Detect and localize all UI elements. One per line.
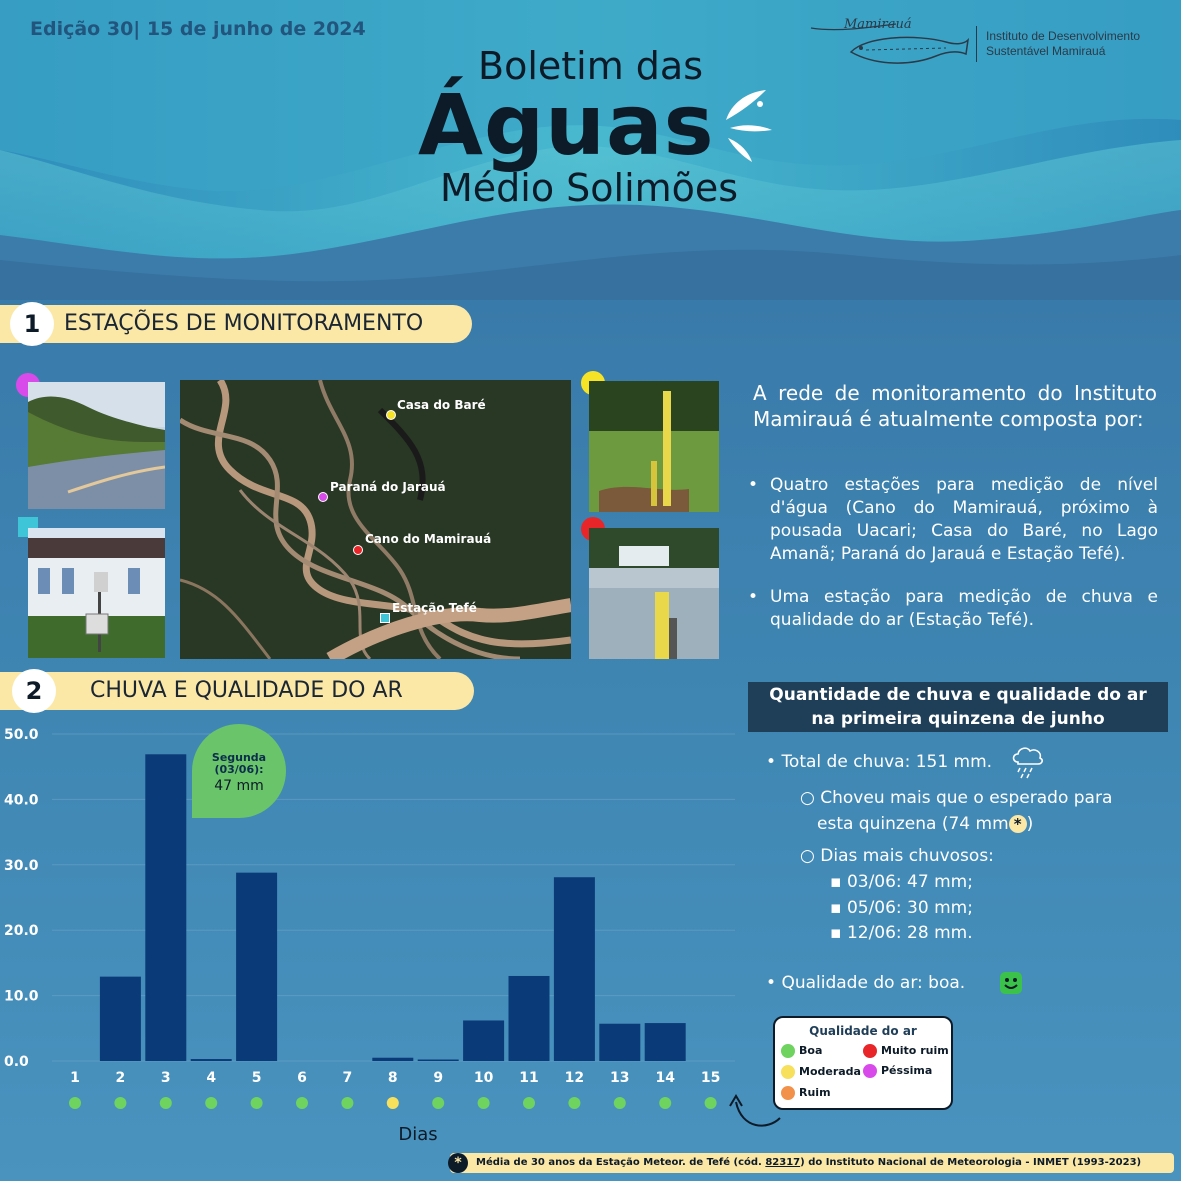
asterisk-icon: *	[1009, 815, 1027, 833]
air-quality-dot-day-13	[614, 1097, 626, 1109]
map-label-cano-do-mamiraua: Cano do Mamirauá	[365, 532, 492, 546]
stat-above-expected-line1: Choveu mais que o esperado para	[820, 788, 1113, 808]
x-tick-label: 2	[115, 1070, 126, 1086]
x-tick-label: 8	[387, 1070, 398, 1086]
callout-day: Segunda	[211, 751, 267, 764]
footnote-asterisk-icon: *	[448, 1153, 468, 1173]
x-tick-label: 9	[433, 1070, 444, 1086]
y-tick-label: 0.0	[4, 1054, 29, 1070]
legend-item-boa	[781, 1044, 822, 1058]
map-marker-estacao-tefe	[380, 613, 390, 623]
legend-item-ruim	[781, 1086, 831, 1100]
title-medio-solimoes: Médio Solimões	[440, 166, 739, 210]
rain-bar-chart	[0, 720, 740, 1160]
stat-above-expected-cont	[817, 814, 1033, 834]
title-aguas: Águas	[418, 76, 715, 174]
x-tick-label: 12	[564, 1070, 585, 1086]
stat-rainiest-title: ○ Dias mais chuvosos:	[800, 846, 994, 866]
x-tick-label: 1	[70, 1070, 80, 1086]
air-quality-dot-day-10	[478, 1097, 490, 1109]
map-marker-parana-do-jaraua	[318, 492, 328, 502]
legend-item-moderada	[781, 1065, 861, 1079]
rain-summary-title-line1: Quantidade de chuva e qualidade do ar	[769, 685, 1147, 705]
bar-day-10	[463, 1020, 504, 1061]
bar-day-9	[418, 1060, 459, 1062]
x-tick-label: 10	[473, 1070, 494, 1086]
bar-day-8	[372, 1058, 413, 1061]
legend-label-pessima: Péssima	[881, 1064, 933, 1077]
y-tick-label: 40.0	[4, 792, 39, 809]
network-bullets	[744, 474, 1158, 652]
map-marker-casa-do-bare	[386, 410, 396, 420]
map-label-casa-do-bare: Casa do Baré	[397, 398, 486, 412]
section1-number: 1	[10, 302, 54, 346]
air-quality-dot-day-4	[205, 1097, 217, 1109]
title-boletim: Boletim das	[478, 44, 704, 88]
legend-item-pessima	[863, 1064, 932, 1078]
arapaima-fish-icon	[806, 14, 971, 72]
stat-above-expected-line2: esta quinzena (74 mm	[817, 814, 1009, 834]
air-quality-dot-day-5	[251, 1097, 263, 1109]
stat-rainiest-day-3: ▪ 12/06: 28 mm.	[830, 923, 973, 943]
section2-title: CHUVA E QUALIDADE DO AR	[90, 678, 403, 703]
chart-peak-callout	[192, 724, 286, 818]
legend-label-moderada: Moderada	[799, 1065, 861, 1078]
y-tick-label: 50.0	[4, 727, 39, 743]
y-tick-label: 10.0	[4, 988, 39, 1005]
bar-day-4	[191, 1059, 232, 1061]
stat-rainiest-title-text: Dias mais chuvosos:	[820, 846, 994, 866]
stat-rainiest-day-3-text: 12/06: 28 mm.	[846, 923, 973, 943]
x-tick-label: 6	[297, 1070, 307, 1086]
legend-item-muito-ruim	[863, 1044, 949, 1058]
water-splash-icon	[722, 86, 774, 164]
institute-name-line1: Instituto de Desenvolvimento	[986, 29, 1141, 43]
section1-title: ESTAÇÕES DE MONITORAMENTO	[64, 311, 424, 336]
x-tick-label: 7	[342, 1070, 353, 1086]
bar-day-13	[599, 1024, 640, 1061]
legend-dot-boa	[781, 1044, 795, 1058]
map-satellite-image	[180, 380, 571, 659]
air-quality-dot-day-15	[705, 1097, 717, 1109]
rain-cloud-icon	[1010, 744, 1044, 780]
photo-estacao-tefe	[28, 528, 165, 658]
stat-rainiest-day-1-text: 03/06: 47 mm;	[846, 872, 973, 892]
bar-day-12	[554, 877, 595, 1061]
stat-air-quality: • Qualidade do ar: boa.	[766, 973, 966, 993]
institute-name-line2: Sustentável Mamirauá	[986, 44, 1106, 58]
y-tick-label: 30.0	[4, 857, 39, 874]
x-tick-label: 15	[700, 1070, 721, 1086]
legend-dot-muito-ruim	[863, 1044, 877, 1058]
x-tick-label: 14	[655, 1070, 675, 1086]
air-quality-dot-day-12	[568, 1097, 580, 1109]
bullet-rain-air-station: • Uma estação para medição de chuva e qualidade do ar (Estação Tefé).	[744, 586, 1158, 632]
stat-rainiest-day-1: ▪ 03/06: 47 mm;	[830, 872, 973, 892]
x-tick-label: 3	[160, 1070, 171, 1086]
air-quality-dot-day-2	[114, 1097, 126, 1109]
x-tick-label: 11	[519, 1070, 539, 1086]
x-tick-label: 4	[206, 1070, 217, 1086]
bullet-water-level-stations: • Quatro estações para medição de nível d'água (Cano do Mamirauá, próximo à pousada Uacari; Casa do Baré, no Lago Amanã; Paraná do Jarauá e Estação Tefé).	[744, 474, 1158, 566]
air-quality-dot-day-11	[523, 1097, 535, 1109]
bar-day-11	[509, 976, 550, 1061]
stat-above-expected-close: )	[1026, 814, 1034, 834]
legend-label-muito-ruim: Muito ruim	[881, 1044, 949, 1057]
photo-cano-do-mamiraua	[589, 528, 719, 659]
rain-summary-title-line2: na primeira quinzena de junho	[811, 709, 1105, 729]
air-quality-legend	[773, 1016, 953, 1110]
air-quality-dot-day-1	[69, 1097, 81, 1109]
map-label-parana-do-jaraua: Paraná do Jarauá	[330, 480, 446, 494]
callout-value: 47 mm	[214, 778, 264, 794]
bar-day-14	[645, 1023, 686, 1061]
legend-label-ruim: Ruim	[799, 1086, 831, 1099]
footnote-prefix: Média de 30 anos da Estação Meteor. de Tefé (cód.	[476, 1157, 766, 1168]
photo-parana-do-jaraua	[28, 382, 165, 509]
monitoring-map	[180, 380, 571, 659]
legend-dot-moderada	[781, 1065, 795, 1079]
logo-wordmark: Mamirauá	[844, 17, 912, 32]
logo-divider	[976, 26, 977, 62]
smiley-face-icon	[999, 971, 1023, 995]
map-label-estacao-tefe: Estação Tefé	[392, 601, 477, 615]
legend-title: Qualidade do ar	[809, 1024, 917, 1038]
edition-date: Edição 30| 15 de junho de 2024	[30, 18, 366, 40]
section2-number: 2	[12, 669, 56, 713]
bar-day-2	[100, 977, 141, 1061]
air-quality-dot-day-9	[432, 1097, 444, 1109]
legend-dot-ruim	[781, 1086, 795, 1100]
stat-total-rain-text: Total de chuva: 151 mm.	[781, 752, 993, 772]
bar-day-3	[145, 754, 186, 1061]
legend-dot-pessima	[863, 1064, 877, 1078]
air-quality-dot-day-3	[160, 1097, 172, 1109]
y-tick-label: 20.0	[4, 923, 39, 940]
air-quality-dot-day-14	[659, 1097, 671, 1109]
map-marker-cano-do-mamiraua	[353, 545, 363, 555]
air-quality-dot-day-8	[387, 1097, 399, 1109]
stat-rainiest-day-2-text: 05/06: 30 mm;	[846, 898, 973, 918]
stat-air-quality-text: Qualidade do ar: boa.	[781, 973, 966, 993]
footnote	[450, 1153, 1174, 1173]
legend-label-boa: Boa	[799, 1044, 823, 1057]
x-tick-label: 13	[610, 1070, 630, 1086]
institute-logo	[806, 14, 1176, 74]
x-tick-label: 5	[251, 1070, 262, 1086]
stat-total-rain: • Total de chuva: 151 mm.	[766, 752, 993, 772]
network-intro: A rede de monitoramento do Instituto Mamirauá é atualmente composta por:	[753, 381, 1157, 431]
air-quality-dot-day-6	[296, 1097, 308, 1109]
stat-above-expected: ○ Choveu mais que o esperado para	[800, 788, 1113, 808]
photo-casa-do-bare	[589, 381, 719, 512]
air-quality-dot-day-7	[341, 1097, 353, 1109]
callout-date: (03/06):	[214, 763, 264, 776]
x-axis-label: Dias	[398, 1124, 438, 1145]
footnote-suffix: ) do Instituto Nacional de Meteorologia - INMET (1993-2023)	[800, 1157, 1142, 1168]
footnote-station-code: 82317	[765, 1157, 801, 1168]
bar-day-5	[236, 873, 277, 1061]
stat-rainiest-day-2: ▪ 05/06: 30 mm;	[830, 898, 973, 918]
rain-summary-header	[748, 682, 1168, 732]
